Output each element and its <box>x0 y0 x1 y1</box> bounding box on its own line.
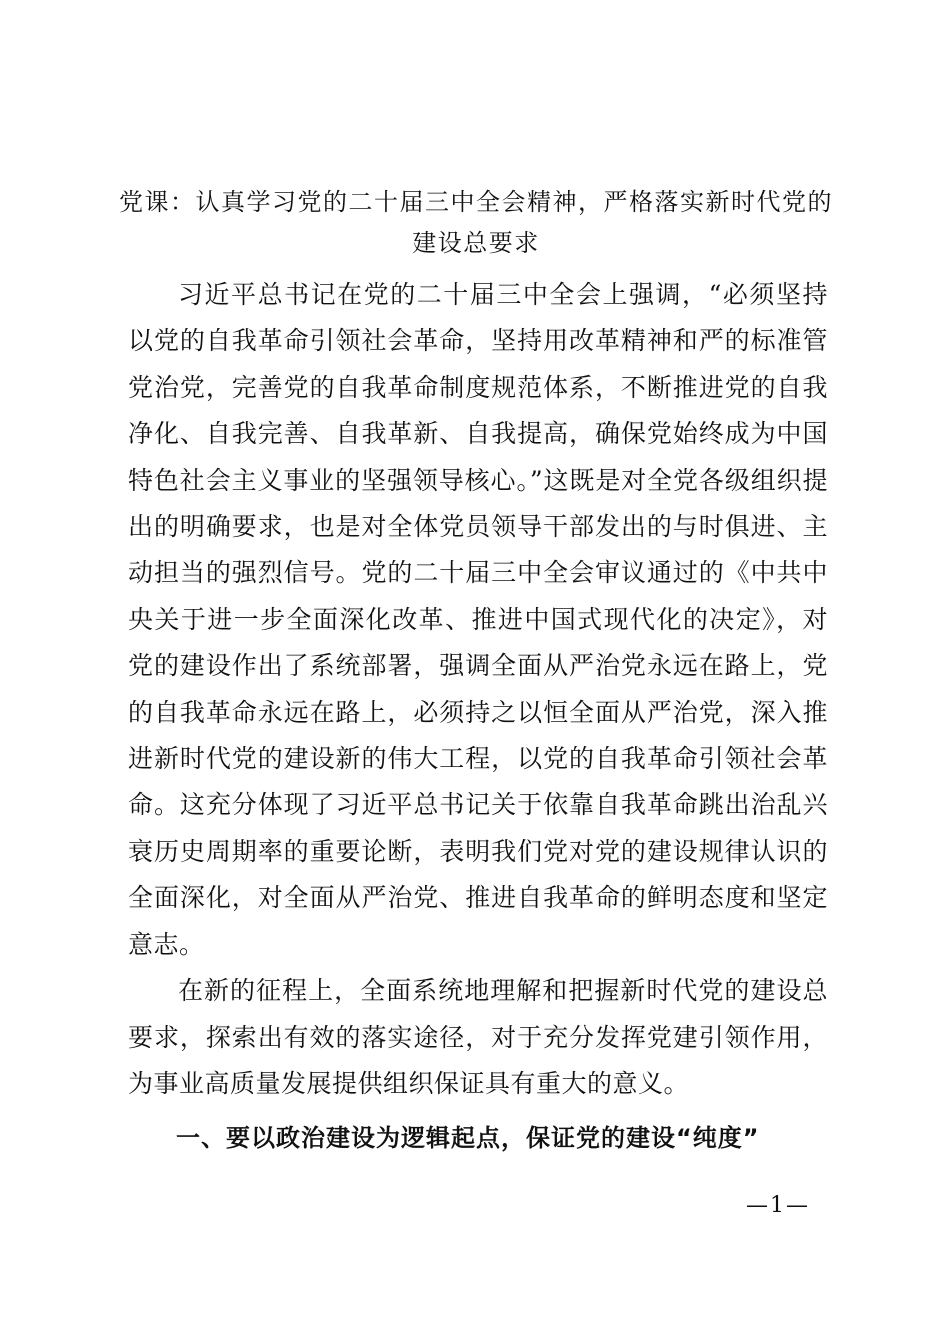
document-body <box>128 272 828 1159</box>
document-title: 党课：认真学习党的二十届三中全会精神，严格落实新时代党的建设总要求 <box>119 188 833 257</box>
section-heading: 一、要以政治建设为逻辑起点，保证党的建设“纯度” <box>176 1124 760 1153</box>
body-paragraph-2: 在新的征程上，全面系统地理解和把握新时代党的建设总要求，探索出有效的落实途径，对于充分发挥党建引领作用，为事业高质量发展提供组织保证具有重大的意义。 <box>128 976 828 1098</box>
page-number: —1— <box>746 1193 810 1218</box>
body-paragraph-1: 习近平总书记在党的二十届三中全会上强调，“必须坚持以党的自我革命引领社会革命，坚持用改革精神和严的标准管党治党，完善党的自我革命制度规范体系，不断推进党的自我净化、自我完善、自我革新、自我提高，确保党始终成为中国特色社会主义事业的坚强领导核心。”这既是对全党各级组织提出的明确要求，也是对全体党员领导干部发出的与时俱进、主动担当的强烈信号。党的二十届三中全会审议通过的《中共中央关于进一步全面深化改革、推进中国式现代化的决定》，对党的建设作出了系统部署，强调全面从严治党永远在路上，党的自我革命永远在路上，必须持之以恒全面从严治党，深入推进新时代党的建设新的伟大工程，以党的自我革命引领社会革命。这充分体现了习近平总书记关于依靠自我革命跳出治乱兴衰历史周期率的重要论断，表明我们党对党的建设规律认识的全面深化，对全面从严治党、推进自我革命的鲜明态度和坚定意志。 <box>128 280 828 959</box>
